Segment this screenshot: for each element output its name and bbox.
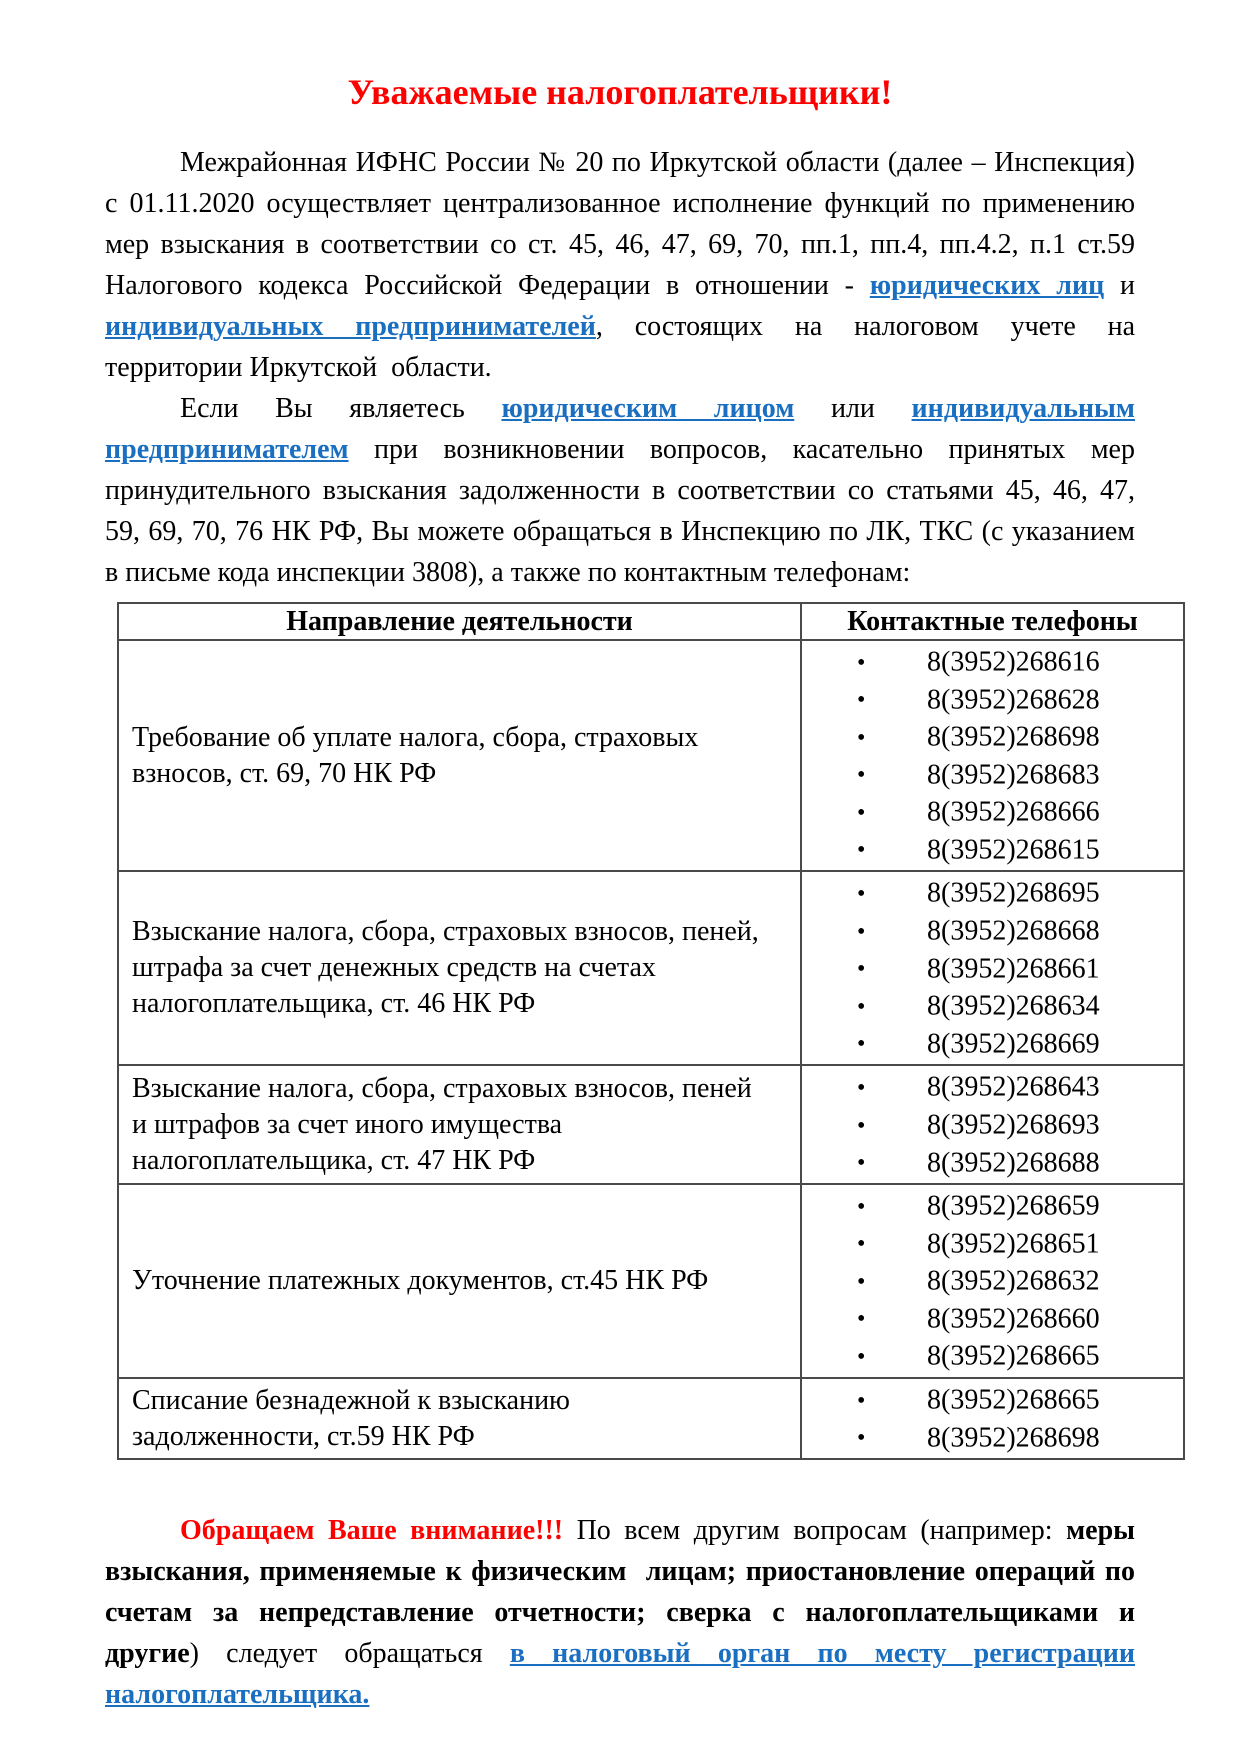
bullet-icon: • (857, 762, 866, 789)
phone-list (802, 1068, 1183, 1181)
phone-number: 8(3952)268616 (927, 646, 1100, 678)
text-segment: в письме кода инспекции 3808), а также по контактным телефонам: (105, 557, 911, 588)
activity-line: Уточнение платежных документов, ст.45 НК РФ (132, 1265, 709, 1297)
bullet-icon: • (857, 724, 866, 751)
text-segment: Обращаем Ваше внимание!!! (180, 1515, 564, 1547)
notice-paragraph (105, 1510, 1135, 1715)
text-segment: счетам за непредставление отчетности; сверка с налогоплательщиками и (105, 1597, 1135, 1629)
hyperlink[interactable]: в налоговый орган по месту регистрации (509, 1638, 1135, 1670)
contacts-table (117, 602, 1185, 1460)
phone-number: 8(3952)268632 (927, 1265, 1100, 1297)
activity-line: и штрафов за счет иного имущества (132, 1108, 563, 1140)
text-segment: Если Вы являетесь (180, 393, 502, 424)
phones-cell (801, 1184, 1184, 1378)
phone-list-item (802, 1419, 1183, 1457)
text-segment: или (794, 393, 912, 424)
phones-cell (801, 640, 1184, 871)
phone-number: 8(3952)268695 (927, 878, 1100, 910)
phone-number: 8(3952)268651 (927, 1228, 1100, 1260)
table-row (118, 1065, 1184, 1184)
bullet-icon: • (857, 1074, 866, 1101)
text-segment: территории Иркутской области. (105, 352, 492, 383)
hyperlink[interactable]: налогоплательщика. (105, 1679, 370, 1711)
phone-list-item (802, 756, 1183, 794)
phone-list-item (802, 1144, 1183, 1182)
bullet-icon: • (857, 1306, 866, 1333)
bullet-icon: • (857, 1150, 866, 1177)
phone-number: 8(3952)268665 (927, 1340, 1100, 1372)
phone-number: 8(3952)268665 (927, 1384, 1100, 1416)
bullet-icon: • (857, 956, 866, 983)
phone-number: 8(3952)268666 (927, 796, 1100, 828)
text-segment: ) следует обращаться (189, 1638, 510, 1670)
phone-list-item (802, 681, 1183, 719)
phone-list-item (802, 831, 1183, 869)
column-header-activity: Направление деятельности (118, 603, 801, 640)
phone-list-item (802, 912, 1183, 950)
activity-line: задолженности, ст.59 НК РФ (132, 1420, 475, 1452)
text-segment: принудительного взыскания задолженности в соответствии со статьями 45, 46, 47, (105, 475, 1135, 506)
phone-number: 8(3952)268693 (927, 1109, 1100, 1141)
text-line (105, 1551, 1135, 1592)
bullet-icon: • (857, 649, 866, 676)
table-row (118, 640, 1184, 871)
text-line (105, 470, 1135, 511)
text-line (105, 429, 1135, 470)
bullet-icon: • (857, 1112, 866, 1139)
contacts-table-head (118, 603, 1184, 640)
text-segment: при возникновении вопросов, касательно принятых мер (348, 434, 1135, 465)
bullet-icon: • (857, 1193, 866, 1220)
text-line (105, 347, 1135, 388)
activity-line: Списание безнадежной к взысканию (132, 1384, 570, 1416)
activity-line: Взыскание налога, сбора, страховых взносов, пеней, (132, 916, 759, 948)
header-row (118, 603, 1184, 640)
phone-list-item (802, 1106, 1183, 1144)
phone-number: 8(3952)268698 (927, 1422, 1100, 1454)
phone-list-item (802, 1381, 1183, 1419)
bullet-icon: • (857, 1231, 866, 1258)
table-row (118, 1378, 1184, 1459)
text-line (105, 1674, 1135, 1715)
phone-list-item (802, 793, 1183, 831)
phone-number: 8(3952)268661 (927, 953, 1100, 985)
phone-list-item (802, 643, 1183, 681)
hyperlink[interactable]: предпринимателем (105, 434, 349, 465)
hyperlink[interactable]: юридических лиц (869, 270, 1105, 301)
hyperlink[interactable]: индивидуальных предпринимателей (105, 311, 596, 342)
text-line (105, 224, 1135, 265)
text-line (105, 1510, 1135, 1551)
activity-cell (118, 640, 801, 871)
text-segment: По всем другим вопросам (например: (563, 1515, 1067, 1547)
phone-list-item (802, 1337, 1183, 1375)
activity-cell (118, 1378, 801, 1459)
intro-paragraph-2 (105, 388, 1135, 593)
phone-number: 8(3952)268634 (927, 990, 1100, 1022)
activity-line: Требование об уплате налога, сбора, страховых (132, 721, 699, 753)
text-line (105, 511, 1135, 552)
intro-paragraph-1 (105, 142, 1135, 388)
activity-cell (118, 871, 801, 1065)
phone-list-item (802, 718, 1183, 756)
bullet-icon: • (857, 1425, 866, 1452)
phone-list (802, 643, 1183, 868)
text-segment: и (1104, 270, 1136, 301)
bullet-icon: • (857, 1268, 866, 1295)
phone-list (802, 1187, 1183, 1375)
phone-list (802, 1381, 1183, 1456)
phone-list-item (802, 1225, 1183, 1263)
text-line (105, 1592, 1135, 1633)
bullet-icon: • (857, 837, 866, 864)
bullet-icon: • (857, 687, 866, 714)
page-title: Уважаемые налогоплательщики! (347, 72, 893, 112)
phone-list (802, 874, 1183, 1062)
contacts-table-body (118, 640, 1184, 1459)
phone-number: 8(3952)268669 (927, 1028, 1100, 1060)
hyperlink[interactable]: юридическим лицом (501, 393, 795, 424)
phone-list-item (802, 1025, 1183, 1063)
phone-number: 8(3952)268698 (927, 721, 1100, 753)
activity-line: налогоплательщика, ст. 46 НК РФ (132, 988, 536, 1020)
hyperlink[interactable]: индивидуальным (911, 393, 1135, 424)
table-row (118, 871, 1184, 1065)
phone-list-item (802, 1262, 1183, 1300)
activity-cell (118, 1065, 801, 1184)
text-segment: мер взыскания в соответствии со ст. 45, 46, 47, 69, 70, пп.1, пп.4, пп.4.2, п.1 ст.59 (105, 229, 1135, 260)
activity-cell (118, 1184, 801, 1378)
phone-number: 8(3952)268659 (927, 1190, 1100, 1222)
phone-number: 8(3952)268628 (927, 684, 1100, 716)
column-header-phones: Контактные телефоны (801, 603, 1184, 640)
phone-list-item (802, 874, 1183, 912)
phones-cell (801, 1378, 1184, 1459)
bullet-icon: • (857, 881, 866, 908)
text-segment: 59, 69, 70, 76 НК РФ, Вы можете обращаться в Инспекцию по ЛК, ТКС (с указанием (105, 516, 1135, 547)
text-segment: Налогового кодекса Российской Федерации в отношении - (105, 270, 870, 301)
text-segment: другие (105, 1638, 190, 1670)
phones-cell (801, 871, 1184, 1065)
text-line (105, 306, 1135, 347)
phone-number: 8(3952)268688 (927, 1147, 1100, 1179)
bullet-icon: • (857, 918, 866, 945)
text-line (105, 265, 1135, 306)
phone-list-item (802, 1187, 1183, 1225)
text-line (105, 183, 1135, 224)
bullet-icon: • (857, 993, 866, 1020)
text-line (105, 388, 1135, 429)
text-line (105, 552, 1135, 593)
phone-number: 8(3952)268660 (927, 1303, 1100, 1335)
activity-line: Взыскание налога, сбора, страховых взносов, пеней (132, 1072, 752, 1104)
text-segment: взыскания, применяемые к физическим лицам; приостановление операций по (105, 1556, 1135, 1588)
phone-number: 8(3952)268615 (927, 834, 1100, 866)
phone-number: 8(3952)268643 (927, 1071, 1100, 1103)
bullet-icon: • (857, 1031, 866, 1058)
bullet-icon: • (857, 1343, 866, 1370)
phone-list-item (802, 987, 1183, 1025)
text-segment: , состоящих на налоговом учете на (595, 311, 1135, 342)
activity-line: штрафа за счет денежных средств на счетах (132, 952, 656, 984)
activity-line: налогоплательщика, ст. 47 НК РФ (132, 1144, 536, 1176)
bullet-icon: • (857, 799, 866, 826)
phone-number: 8(3952)268683 (927, 759, 1100, 791)
phone-number: 8(3952)268668 (927, 915, 1100, 947)
table-row (118, 1184, 1184, 1378)
bullet-icon: • (857, 1387, 866, 1414)
phone-list-item (802, 1300, 1183, 1338)
phone-list-item (802, 1068, 1183, 1106)
phones-cell (801, 1065, 1184, 1184)
text-line (105, 1633, 1135, 1674)
phone-list-item (802, 950, 1183, 988)
text-line (105, 142, 1135, 183)
activity-line: взносов, ст. 69, 70 НК РФ (132, 757, 437, 789)
text-segment: с 01.11.2020 осуществляет централизованное исполнение функций по применению (105, 188, 1135, 219)
text-segment: Межрайонная ИФНС России № 20 по Иркутской области (далее – Инспекция) (180, 147, 1135, 178)
text-segment: меры (1066, 1515, 1135, 1547)
